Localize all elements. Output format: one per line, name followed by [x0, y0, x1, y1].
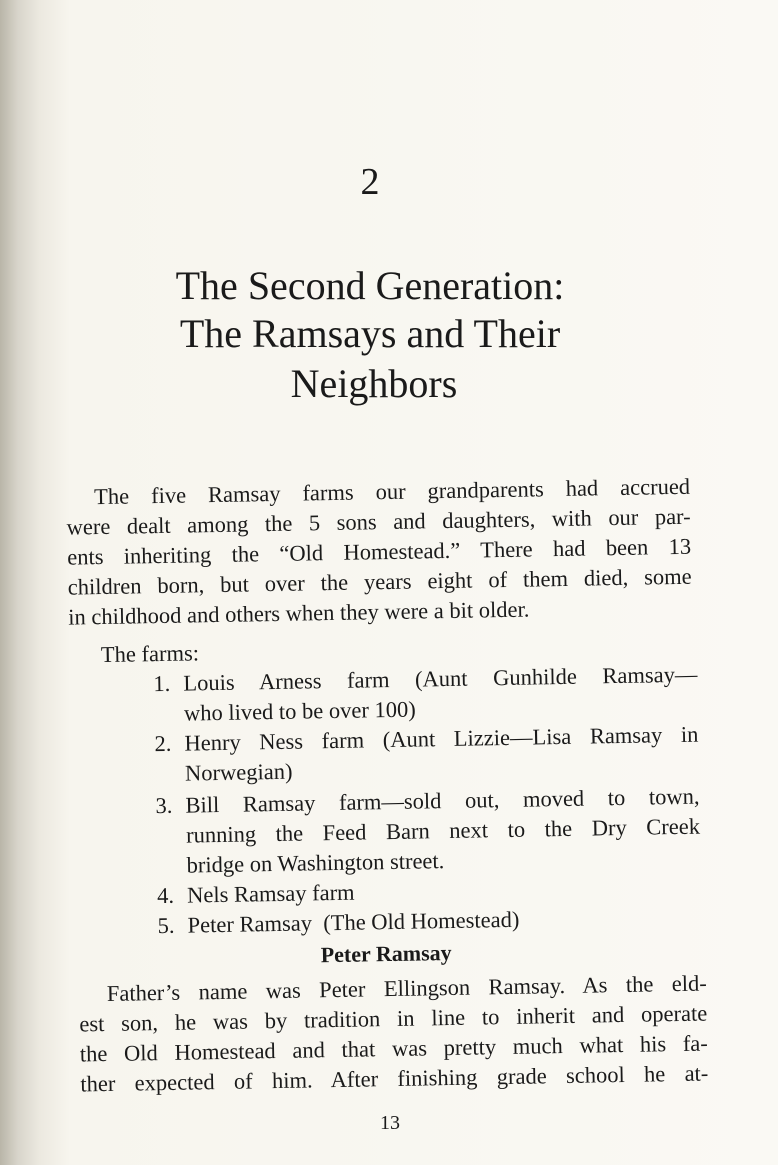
- list-item: bridge on Washington street.: [186, 848, 445, 878]
- list-item: Nels Ramsay farm: [186, 879, 355, 908]
- paragraph-line: were dealt among the 5 sons and daughters, with our par-: [66, 503, 691, 540]
- list-item: Peter Ramsay (The Old Homestead): [187, 906, 520, 938]
- paragraph-line: est son, he was by tradition in line to inherit and operate: [79, 1000, 708, 1037]
- paragraph-line: Father’s name was Peter Ellingson Ramsay. As the eld-: [106, 970, 707, 1007]
- list-number: 2.: [154, 730, 172, 757]
- chapter-title-line: Neighbors: [290, 361, 458, 406]
- list-item: running the Feed Barn next to the Dry Creek: [185, 813, 701, 848]
- list-number: 5.: [157, 912, 175, 939]
- list-item: Henry Ness farm (Aunt Lizzie—Lisa Ramsay in: [184, 721, 699, 756]
- paragraph-line: children born, but over the years eight of them died, some: [67, 563, 692, 600]
- chapter-title-line: The Ramsays and Their: [179, 311, 561, 356]
- chapter-number: 2: [360, 161, 380, 203]
- paragraph-line: The five Ramsay farms our grandparents had accrued: [93, 473, 691, 510]
- list-item: who lived to be over 100): [183, 696, 416, 726]
- list-item: Louis Arness farm (Aunt Gunhilde Ramsay—: [183, 661, 698, 696]
- farms-label: The farms:: [100, 640, 200, 668]
- chapter-title-line: The Second Generation:: [175, 263, 565, 308]
- list-number: 1.: [153, 670, 171, 697]
- list-number: 3.: [155, 792, 173, 819]
- paragraph-line: in childhood and others when they were a bit older.: [68, 596, 530, 630]
- paragraph-line: ents inheriting the “Old Homestead.” There had been 13: [66, 533, 692, 570]
- paragraph-line: the Old Homestead and that was pretty much what his fa-: [79, 1030, 708, 1067]
- list-item: Bill Ramsay farm—sold out, moved to town,: [185, 783, 700, 818]
- page-number: 13: [380, 1112, 400, 1134]
- list-item: Norwegian): [184, 758, 293, 786]
- paragraph-line: ther expected of him. After finishing grade school he at-: [80, 1060, 709, 1097]
- section-heading: Peter Ramsay: [320, 939, 452, 968]
- list-number: 4.: [156, 882, 175, 909]
